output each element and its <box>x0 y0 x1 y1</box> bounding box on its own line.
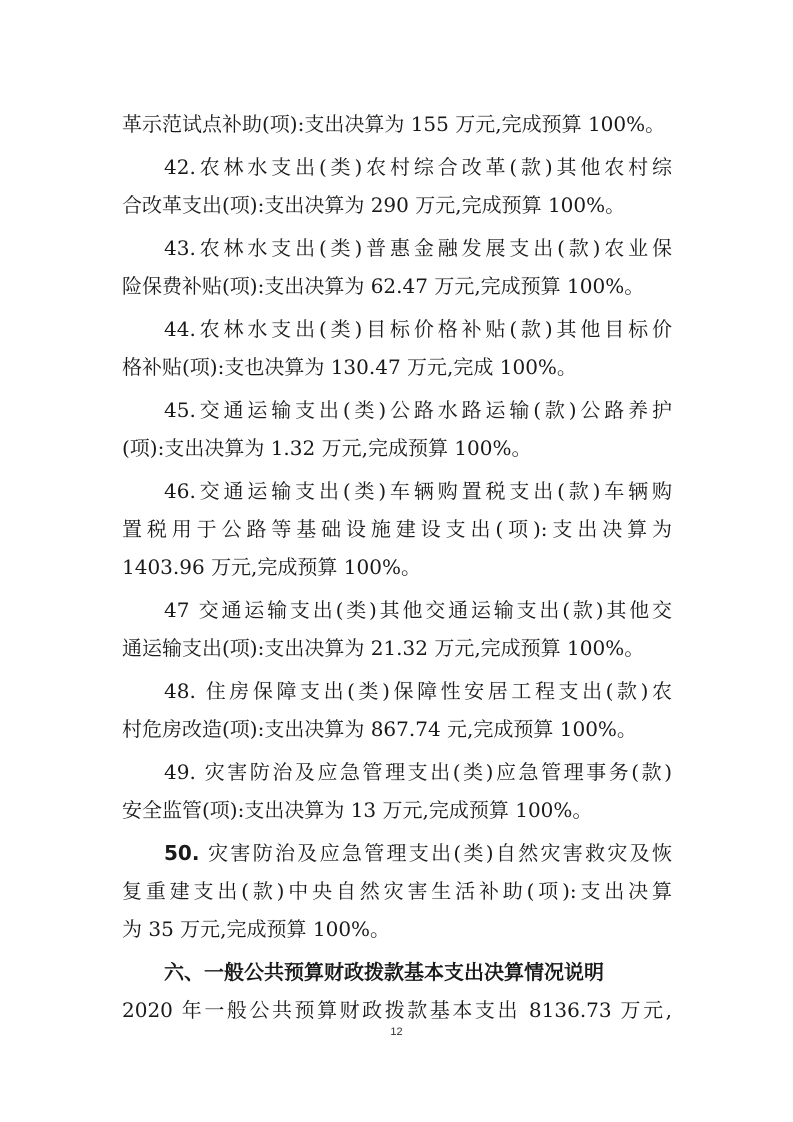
item-45-line-1: 45.交通运输支出(类)公路水路运输(款)公路养护 <box>164 398 672 422</box>
item-45-line-2: (项):支出决算为 1.32 万元,完成预算 100%。 <box>122 436 532 460</box>
item-46-line-3: 1403.96 万元,完成预算 100%。 <box>122 555 421 579</box>
item-42-line-1: 42.农林水支出(类)农村综合改革(款)其他农村综 <box>164 155 672 179</box>
item-48-line-2: 村危房改造(项):支出决算为 867.74 元,完成预算 100%。 <box>122 717 637 741</box>
item-46-line-1: 46.交通运输支出(类)车辆购置税支出(款)车辆购 <box>164 479 672 503</box>
section-heading: 六、一般公共预算财政拨款基本支出决算情况说明 <box>164 960 604 984</box>
item-50-number: 50. <box>164 841 200 865</box>
item-44-line-2: 格补贴(项):支也决算为 130.47 万元,完成 100%。 <box>122 355 577 379</box>
item-47-line-1: 47 交通运输支出(类)其他交通运输支出(款)其他交 <box>164 598 672 622</box>
text-line-1: 革示范试点补助(项):支出决算为 155 万元,完成预算 100%。 <box>122 112 666 136</box>
item-42-line-2: 合改革支出(项):支出决算为 290 万元,完成预算 100%。 <box>122 193 626 217</box>
item-48-line-1: 48. 住房保障支出(类)保障性安居工程支出(款)农 <box>164 679 672 703</box>
item-49-line-2: 安全监管(项):支出决算为 13 万元,完成预算 100%。 <box>122 798 593 822</box>
item-43-line-1: 43.农林水支出(类)普惠金融发展支出(款)农业保 <box>164 236 672 260</box>
section-paragraph-line-1: 2020 年一般公共预算财政拨款基本支出 8136.73 万元, <box>122 998 672 1022</box>
item-49-line-1: 49. 灾害防治及应急管理支出(类)应急管理事务(款) <box>164 760 672 784</box>
item-43-line-2: 险保费补贴(项):支出决算为 62.47 万元,完成预算 100%。 <box>122 274 645 298</box>
item-50-line-1 <box>164 839 672 867</box>
item-50-line-2: 复重建支出(款)中央自然灾害生活补助(项):支出决算 <box>122 879 672 903</box>
page-number: 12 <box>390 1026 403 1038</box>
item-46-line-2: 置税用于公路等基础设施建设支出(项):支出决算为 <box>122 517 672 541</box>
item-50-line-1-text: 灾害防治及应急管理支出(类)自然灾害救灾及恢 <box>208 841 672 865</box>
item-50-line-3: 为 35 万元,完成预算 100%。 <box>122 917 391 941</box>
item-44-line-1: 44.农林水支出(类)目标价格补贴(款)其他目标价 <box>164 317 672 341</box>
item-47-line-2: 通运输支出(项):支出决算为 21.32 万元,完成预算 100%。 <box>122 636 645 660</box>
